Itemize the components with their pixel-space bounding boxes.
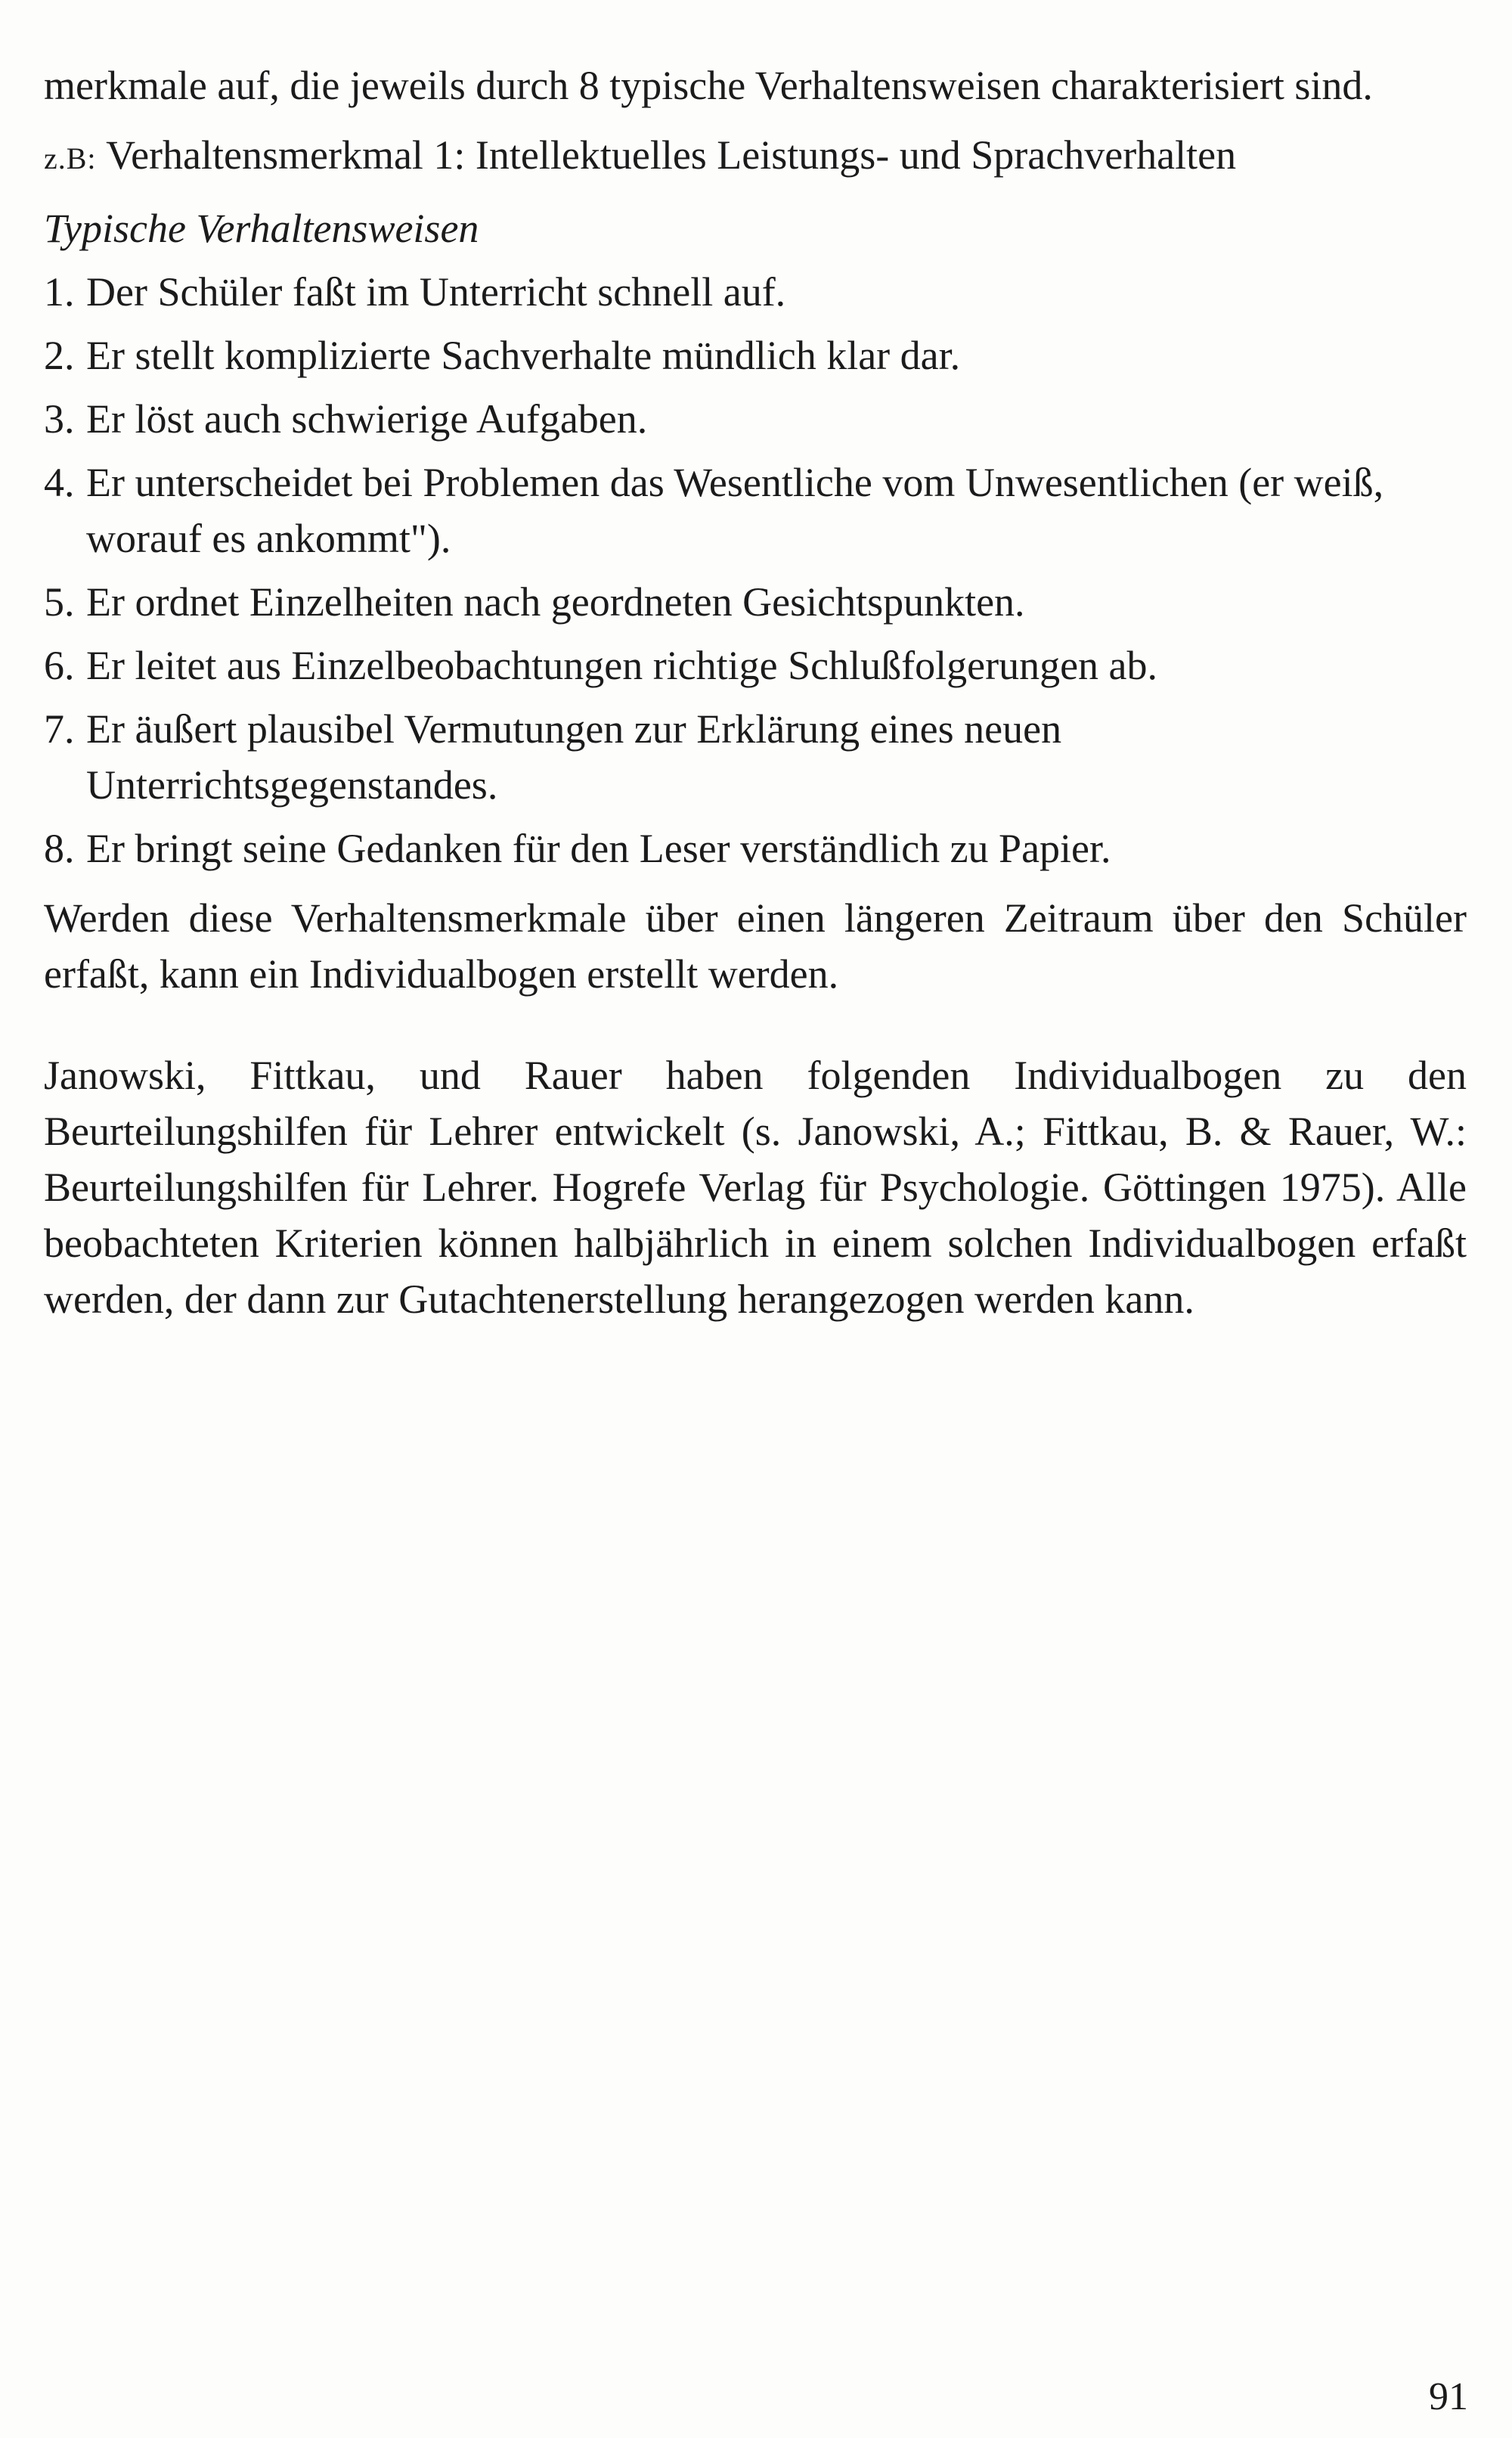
list-item-number: 5. <box>44 579 75 625</box>
list-item-text: Der Schüler faßt im Unterricht schnell auf. <box>86 269 786 315</box>
list-item <box>44 637 1467 693</box>
behavior-list <box>44 264 1467 876</box>
list-item-number: 8. <box>44 826 75 871</box>
list-item-number: 2. <box>44 333 75 378</box>
list-item-text: Er bringt seine Gedanken für den Leser verständlich zu Papier. <box>86 826 1111 871</box>
list-item-number: 6. <box>44 643 75 688</box>
list-item-text: Er löst auch schwierige Aufgaben. <box>86 396 648 442</box>
list-item <box>44 820 1467 876</box>
list-item-number: 7. <box>44 706 75 752</box>
list-item-number: 1. <box>44 269 75 315</box>
reference-paragraph: Janowski, Fittkau, und Rauer haben folgenden Individualbogen zu den Beurteilungshilfen für Lehrer entwickelt (s. Janowski, A.; Fittkau, B. & Rauer, W.: Beurteilungshilfen für Lehrer. Hogrefe Verlag für Psychologie. Göttingen 1975). Alle beobachteten Kriterien können halbjährlich in einem solchen Individualbogen erfaßt werden, der dann zur Gutachtenerstellung herangezogen werden kann. <box>44 1053 1467 1322</box>
list-item-text: Er stellt komplizierte Sachverhalte mündlich klar dar. <box>86 333 961 378</box>
section-heading: Typische Verhaltensweisen <box>44 206 479 251</box>
list-item <box>44 327 1467 383</box>
observation-paragraph: Werden diese Verhaltensmerkmale über einen längeren Zeitraum über den Schüler erfaßt, kann ein Individualbogen erstellt werden. <box>44 895 1467 997</box>
list-item-text: Er äußert plausibel Vermutungen zur Erklärung eines neuen Unterrichtsgegenstandes. <box>86 706 1062 808</box>
list-item <box>44 454 1467 566</box>
list-item-text: Er leitet aus Einzelbeobachtungen richtige Schlußfolgerungen ab. <box>86 643 1157 688</box>
example-line <box>44 127 1467 187</box>
list-item <box>44 391 1467 447</box>
example-prefix: z.B: <box>44 141 97 175</box>
list-item-text: Er ordnet Einzelheiten nach geordneten Gesichtspunkten. <box>86 579 1025 625</box>
list-item-text: Er unterscheidet bei Problemen das Wesentliche vom Unwesentlichen (er weiß, worauf es ankommt"). <box>86 460 1384 561</box>
list-item <box>44 574 1467 630</box>
intro-paragraph: merkmale auf, die jeweils durch 8 typische Verhaltensweisen charakterisiert sind. <box>44 63 1373 108</box>
list-item <box>44 701 1467 813</box>
page-number: 91 <box>1429 2375 1468 2418</box>
list-item-number: 4. <box>44 460 75 505</box>
list-item <box>44 264 1467 320</box>
page-text-body <box>44 57 1467 1327</box>
example-text: Verhaltensmerkmal 1: Intellektuelles Leistungs- und Sprachverhalten <box>96 132 1237 178</box>
list-item-number: 3. <box>44 396 75 442</box>
